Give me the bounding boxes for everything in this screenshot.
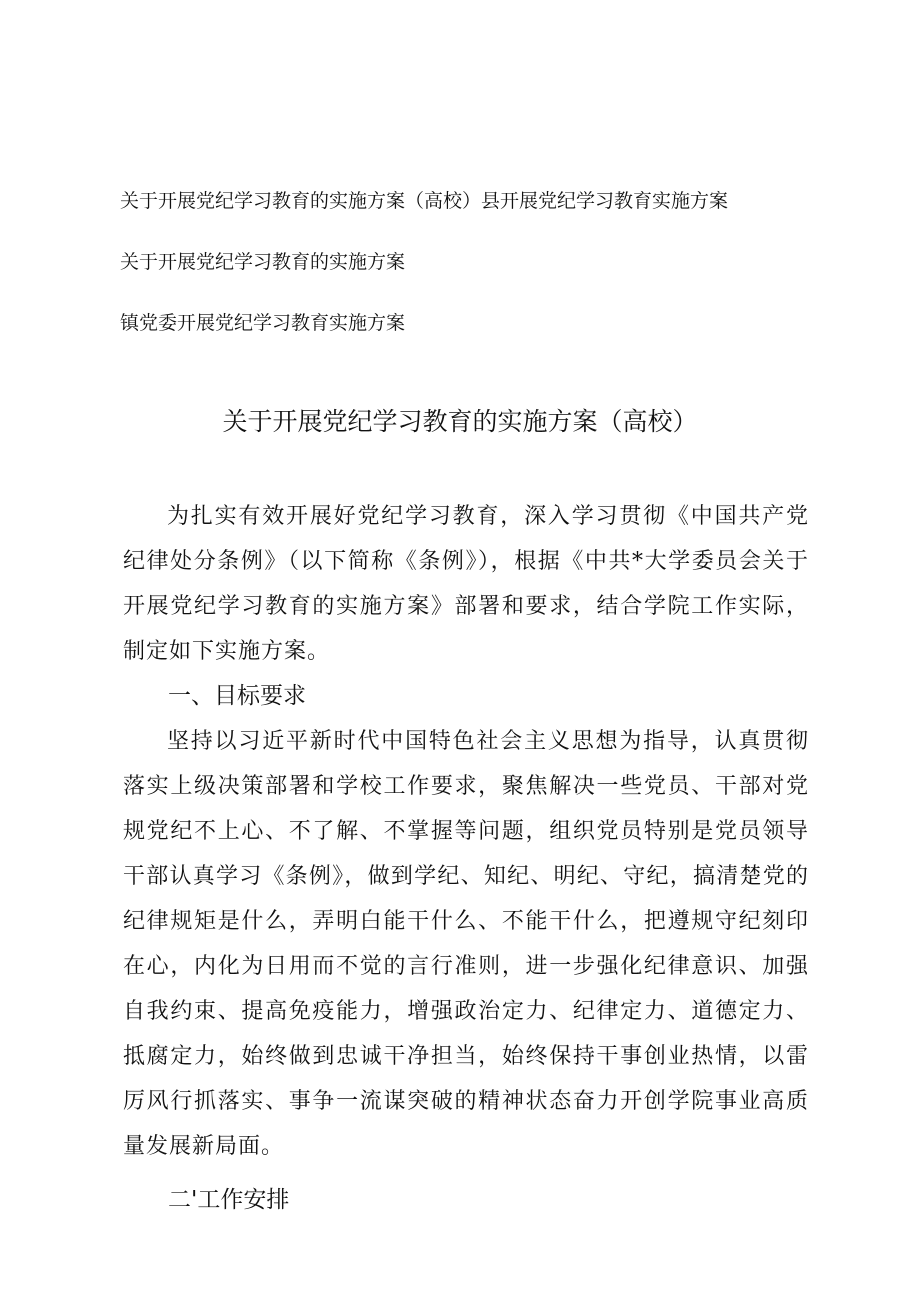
section-1-paragraph: 坚持以习近平新时代中国特色社会主义思想为指导，认真贯彻落实上级决策部署和学校工作要求，聚焦解决一些党员、干部对党规党纪不上心、不了解、不掌握等问题，组织党员特别是党员领导干部认真学习《条例》，做到学纪、知纪、明纪、守纪，搞清楚党的纪律规矩是什么，弄明白能干什么、不能干什么，把遵规守纪刻印在心，内化为日用而不觉的言行准则，进一步强化纪律意识、加强自我约束、提高免疫能力，增强政治定力、纪律定力、道德定力、抵腐定力，始终做到忠诚干净担当，始终保持干事创业热情，以雷厉风行抓落实、事争一流谋突破的精神状态奋力开创学院事业高质量发展新局面。 <box>123 729 809 1159</box>
toc-item-2: 关于开展党纪学习教育的实施方案 <box>120 251 406 273</box>
toc-item-1: 关于开展党纪学习教育的实施方案（高校）县开展党纪学习教育实施方案 <box>120 190 729 212</box>
toc-item-3: 镇党委开展党纪学习教育实施方案 <box>120 312 406 334</box>
section-2-heading: 二'工作安排 <box>168 1187 290 1213</box>
intro-paragraph: 为扎实有效开展好党纪学习教育，深入学习贯彻《中国共产党纪律处分条例》（以下简称《条例》），根据《中共*大学委员会关于开展党纪学习教育的实施方案》部署和要求，结合学院工作实际，制定如下实施方案。 <box>123 504 809 664</box>
document-body <box>123 494 809 1223</box>
table-of-contents <box>120 188 728 371</box>
document-title: 关于开展党纪学习教育的实施方案（高校） <box>222 407 698 436</box>
section-1-heading: 一、目标要求 <box>168 683 306 709</box>
